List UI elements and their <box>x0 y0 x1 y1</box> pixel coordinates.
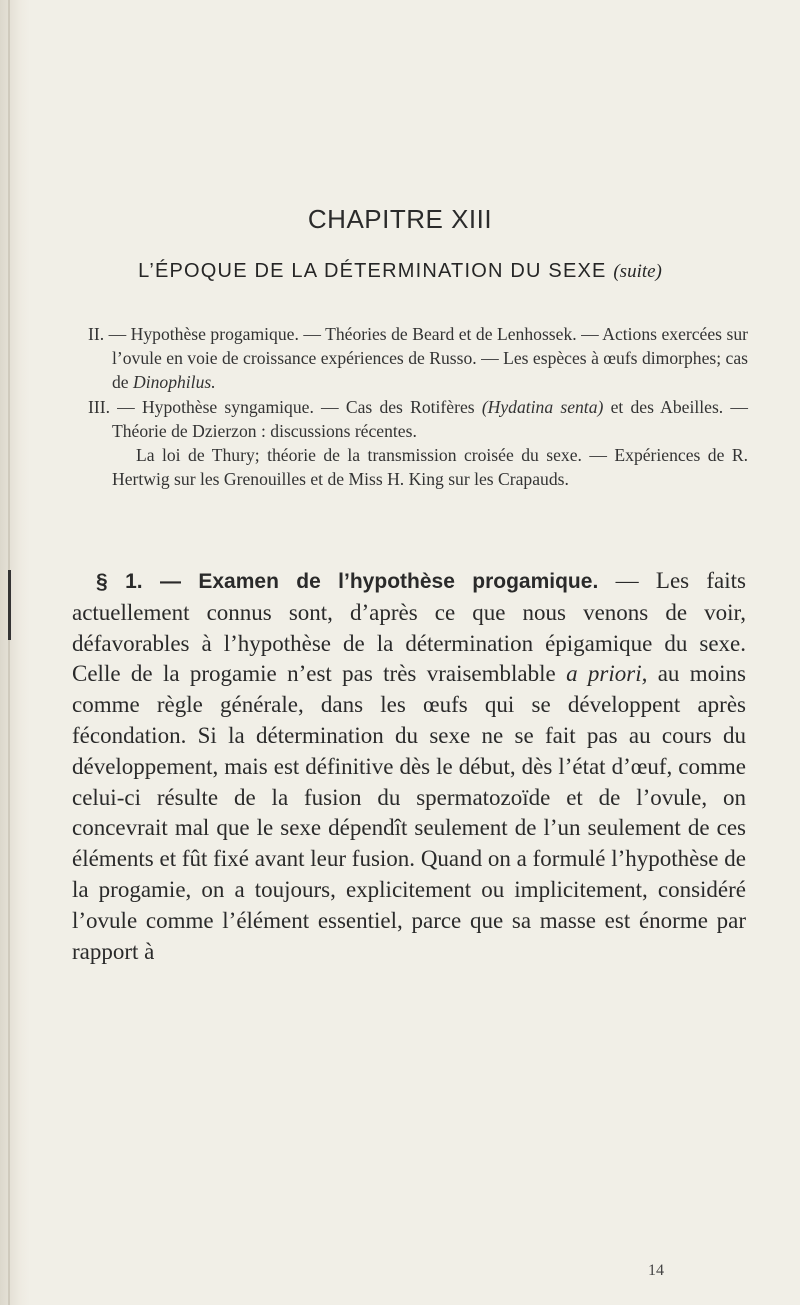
binding-edge <box>8 0 10 1305</box>
summary-item-progamique <box>88 322 748 395</box>
body-text-b: au moins comme règle générale, dans les œufs qui se développent après fécondation. Si la détermination du sexe ne se fait pas au cours du développement, mais est définitive dès le début, dès l’état d’œuf, comme celui-ci résulte de la fusion du spermatozoïde et de l’ovule, on concevrait mal que le sexe dépendît seulement de l’un seulement de ces éléments et fût fixé avant leur fusion. Quand on a formulé l’hypothèse de la progamie, on a toujours, explicitement ou implicitement, considéré l’ovule comme l’élément essentiel, parce que sa masse est énorme par rapport à <box>72 661 746 964</box>
summary-item-syngamique-text-a: III. — Hypothèse syngamique. — Cas des Rotifères <box>88 396 482 417</box>
body-italic-a-priori: a priori, <box>566 661 648 687</box>
chapter-title: CHAPITRE XIII <box>307 204 493 234</box>
section-heading: § 1. — Examen de l’hypothèse progamique. <box>96 570 599 593</box>
chapter-summary <box>88 322 748 491</box>
section-title-suite: (suite) <box>613 261 662 282</box>
summary-item-progamique-italic: Dinophilus. <box>133 372 216 393</box>
summary-item-syngamique-text-b: et des Abeilles. — Théorie de Dzierzon : discussions récentes. <box>112 396 748 441</box>
summary-item-syngamique-italic: (Hydatina senta) <box>481 396 604 417</box>
page-number: 14 <box>648 1262 664 1279</box>
summary-item-syngamique <box>88 395 748 443</box>
summary-item-progamique-text: II. — Hypothèse progamique. — Théories de Beard et de Lenhossek. — Actions exercées sur l’ovule en voie de croissance expériences de Russo. — Les espèces à œufs dimorphes; cas de <box>88 324 748 393</box>
summary-item-thury: La loi de Thury; théorie de la transmission croisée du sexe. — Expériences de R. Hertwig sur les Grenouilles et de Miss H. King sur les Crapauds. <box>112 445 748 490</box>
body-paragraph <box>72 566 746 967</box>
body-text <box>72 566 746 967</box>
section-title <box>0 260 800 283</box>
margin-mark <box>8 570 11 640</box>
body-text-a: — Les faits actuellement connus sont, d’après ce que nous venons de voir, défavorables à l’hypothèse de la détermination épigamique du sexe. Celle de la progamie n’est pas très vraisemblable <box>72 568 746 687</box>
page-edge-shadow <box>0 0 30 1305</box>
section-title-main: L’ÉPOQUE DE LA DÉTERMINATION DU SEXE <box>138 260 607 282</box>
